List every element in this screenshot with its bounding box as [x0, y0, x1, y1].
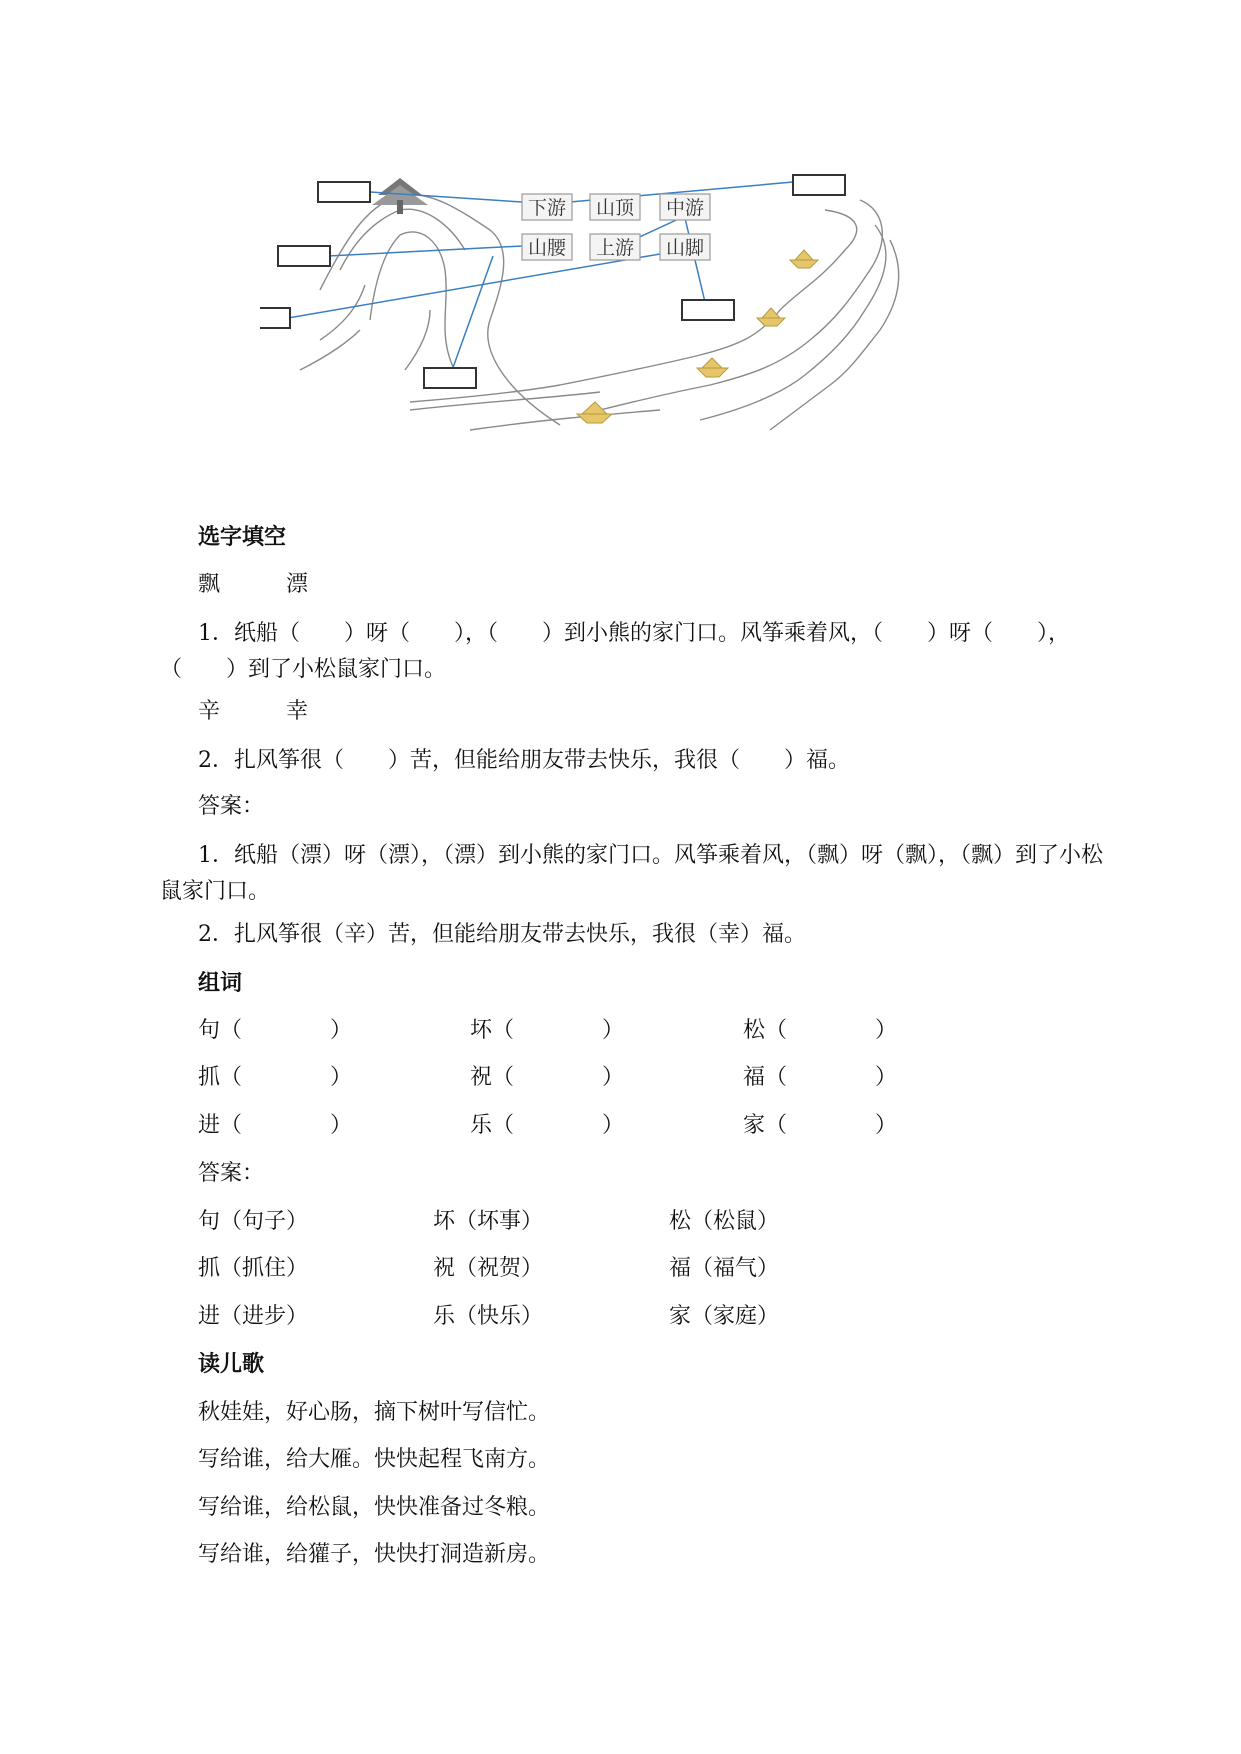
mountain-river-diagram [260, 170, 980, 490]
answer-box-left-lower[interactable] [260, 308, 290, 328]
word-answer: 抓（抓住） [198, 1256, 309, 1281]
word-blank[interactable]: 祝（ ） [470, 1065, 625, 1090]
rhyme-line: 写给谁，给獾子，快快打洞造新房。 [198, 1542, 551, 1567]
word-answer: 家（家庭） [669, 1304, 780, 1329]
answer-box-summit[interactable] [318, 182, 370, 202]
section-heading-word-building: 组词 [198, 971, 243, 996]
word-answer: 松（松鼠） [669, 1209, 780, 1234]
word-blank[interactable]: 坏（ ） [470, 1018, 625, 1043]
word-answer: 乐（快乐） [433, 1304, 544, 1329]
word-answer: 福（福气） [669, 1256, 780, 1281]
answer-box-left-middle[interactable] [278, 246, 330, 266]
word-blank[interactable]: 抓（ ） [198, 1065, 353, 1090]
answer-box-bottom[interactable] [424, 368, 476, 388]
choice-char: 漂 [286, 572, 309, 597]
section-heading-fill-in: 选字填空 [198, 525, 287, 550]
label-shanyao: 山腰 [528, 237, 567, 259]
word-answer: 句（句子） [198, 1209, 309, 1234]
word-blank[interactable]: 家（ ） [743, 1113, 898, 1138]
rhyme-line: 秋娃娃，好心肠，摘下树叶写信忙。 [198, 1400, 551, 1425]
rhyme-line: 写给谁，给松鼠，快快准备过冬粮。 [198, 1495, 551, 1520]
answer-box-right-middle[interactable] [682, 300, 734, 320]
question-2: 2．扎风筝很（ ）苦，但能给朋友带去快乐，我很（ ）福。 [198, 748, 850, 773]
answer-label: 答案： [198, 794, 265, 819]
section-heading-nursery-rhyme: 读儿歌 [198, 1352, 265, 1377]
word-answer: 祝（祝贺） [433, 1256, 544, 1281]
label-zhongyou: 中游 [666, 197, 705, 219]
choice-char: 辛 [198, 699, 221, 724]
word-blank[interactable]: 句（ ） [198, 1018, 353, 1043]
answer-label: 答案： [198, 1161, 265, 1186]
label-shanjiao: 山脚 [666, 237, 705, 259]
answer-1: 1．纸船（漂）呀（漂），（漂）到小熊的家门口。风筝乘着风，（飘）呀（飘），（飘）到了小松鼠家门口。 [160, 843, 1104, 904]
answer-2: 2．扎风筝很（辛）苦，但能给朋友带去快乐，我很（幸）福。 [198, 922, 806, 947]
choice-char: 幸 [286, 699, 309, 724]
choice-char: 飘 [198, 572, 221, 597]
rhyme-line: 写给谁，给大雁。快快起程飞南方。 [198, 1447, 551, 1472]
word-blank[interactable]: 进（ ） [198, 1113, 353, 1138]
word-blank[interactable]: 乐（ ） [470, 1113, 625, 1138]
label-shangyou: 上游 [596, 237, 635, 259]
boat-icons [577, 250, 818, 423]
question-1: 1．纸船（ ）呀（ ），（ ）到小熊的家门口。风筝乘着风，（ ）呀（ ），（ ）到了小松鼠家门口。 [160, 621, 1071, 682]
label-xiayou: 下游 [528, 197, 567, 219]
label-shanding: 山顶 [596, 197, 635, 219]
answer-box-right-top[interactable] [793, 175, 845, 195]
word-answer: 坏（坏事） [433, 1209, 544, 1234]
word-blank[interactable]: 福（ ） [743, 1065, 898, 1090]
word-blank[interactable]: 松（ ） [743, 1018, 898, 1043]
river-outline [410, 200, 899, 430]
word-answer: 进（进步） [198, 1304, 309, 1329]
